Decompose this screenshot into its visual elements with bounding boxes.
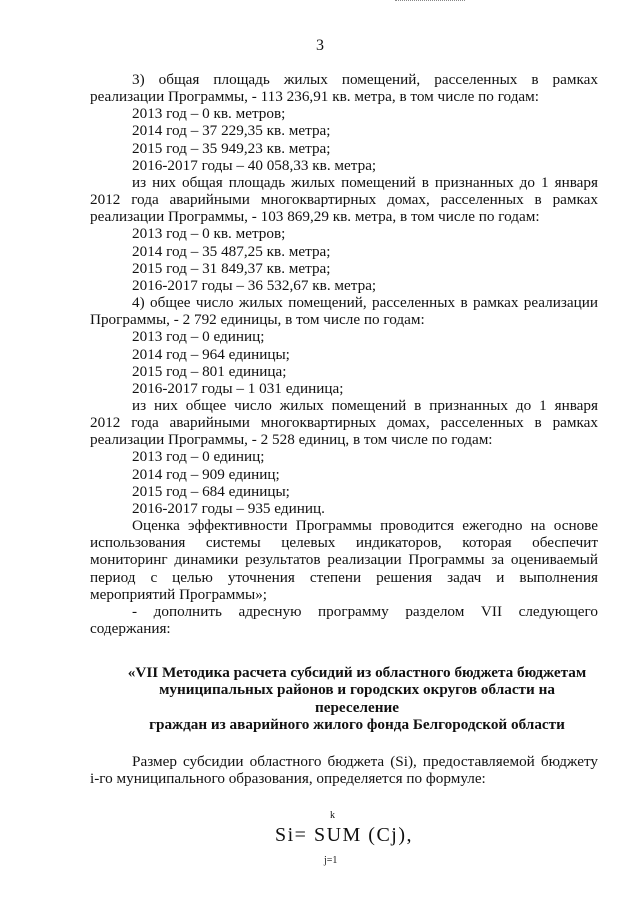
- paragraph-line: 4) общее число жилых помещений, расселенных в рамках реализации: [132, 294, 598, 312]
- year-line: 2015 год – 35 949,23 кв. метра;: [132, 139, 331, 157]
- scan-artifact: [395, 0, 465, 5]
- paragraph-line: 3) общая площадь жилых помещений, расселенных в рамках: [132, 71, 598, 88]
- year-line: 2015 год – 801 единица;: [132, 362, 287, 380]
- paragraph-line: из них общая площадь жилых помещений в признанных до 1 января: [132, 173, 598, 191]
- paragraph-line: Программы, - 2 792 единицы, в том числе по годам:: [90, 311, 425, 329]
- year-line: 2014 год – 964 единицы;: [132, 345, 290, 363]
- heading-line: граждан из аварийного жилого фонда Белгородской области: [149, 715, 565, 733]
- paragraph-line: мероприятий Программы»;: [90, 585, 268, 603]
- year-line: 2013 год – 0 единиц;: [132, 328, 265, 346]
- paragraph-line: 2012 года аварийными многоквартирных домах, расселенных в рамках: [90, 191, 598, 209]
- formula-lower-limit: j=1: [324, 855, 338, 867]
- year-line: 2014 год – 35 487,25 кв. метра;: [132, 242, 331, 260]
- item-3-floor-area: [90, 71, 598, 294]
- paragraph-line: использования системы целевых индикаторов, которая обеспечит: [90, 534, 598, 552]
- document-body: [90, 71, 598, 867]
- year-line: 2016-2017 годы – 40 058,33 кв. метра;: [132, 156, 377, 174]
- heading-line: «VII Методика расчета субсидий из областного бюджета бюджетам: [127, 664, 587, 682]
- supplement-paragraph: [90, 603, 598, 637]
- formula-expression: Si= SUM (Cj),: [275, 824, 414, 847]
- year-line: 2016-2017 годы – 36 532,67 кв. метра;: [132, 276, 377, 294]
- year-line: 2015 год – 31 849,37 кв. метра;: [132, 259, 331, 277]
- subsidy-paragraph: [90, 753, 598, 787]
- paragraph-line: реализации Программы, - 113 236,91 кв. метра, в том числе по годам:: [90, 88, 540, 106]
- paragraph-line: Оценка эффективности Программы проводится ежегодно на основе: [132, 517, 598, 535]
- paragraph-line: i-го муниципального образования, определяется по формуле:: [90, 770, 486, 788]
- year-line: 2016-2017 годы – 935 единиц.: [132, 499, 325, 517]
- item-4-unit-count: [90, 294, 598, 517]
- year-line: 2014 год – 909 единиц;: [132, 465, 280, 483]
- year-line: 2014 год – 37 229,35 кв. метра;: [132, 122, 331, 140]
- subsidy-formula: [275, 807, 598, 867]
- paragraph-line: реализации Программы, - 2 528 единиц, в том числе по годам:: [90, 431, 493, 449]
- paragraph-line: реализации Программы, - 103 869,29 кв. метра, в том числе по годам:: [90, 208, 540, 226]
- heading-line: муниципальных районов и городских округов области на переселение: [159, 681, 555, 716]
- paragraph-line: 2012 года аварийными многоквартирных домах, расселенных в рамках: [90, 414, 598, 432]
- year-line: 2013 год – 0 кв. метров;: [132, 105, 286, 123]
- paragraph-line: содержания:: [90, 620, 171, 637]
- paragraph-line: период с целью уточнения степени решения задач и выполнения: [90, 568, 598, 586]
- page-number: 3: [316, 37, 324, 54]
- paragraph-line: - дополнить адресную программу разделом VII следующего: [132, 602, 598, 620]
- year-line: 2015 год – 684 единицы;: [132, 482, 290, 500]
- paragraph-line: Размер субсидии областного бюджета (Si), предоставляемой бюджету: [132, 752, 598, 770]
- evaluation-paragraph: [90, 517, 598, 603]
- formula-upper-limit: k: [330, 810, 335, 822]
- year-line: 2016-2017 годы – 1 031 единица;: [132, 379, 344, 397]
- paragraph-line: из них общее число жилых помещений в признанных до 1 января: [132, 396, 598, 414]
- section-heading: [90, 664, 598, 733]
- paragraph-line: мониторинг динамики результатов реализации Программы за оцениваемый: [90, 551, 598, 569]
- year-line: 2013 год – 0 кв. метров;: [132, 225, 286, 243]
- year-line: 2013 год – 0 единиц;: [132, 448, 265, 466]
